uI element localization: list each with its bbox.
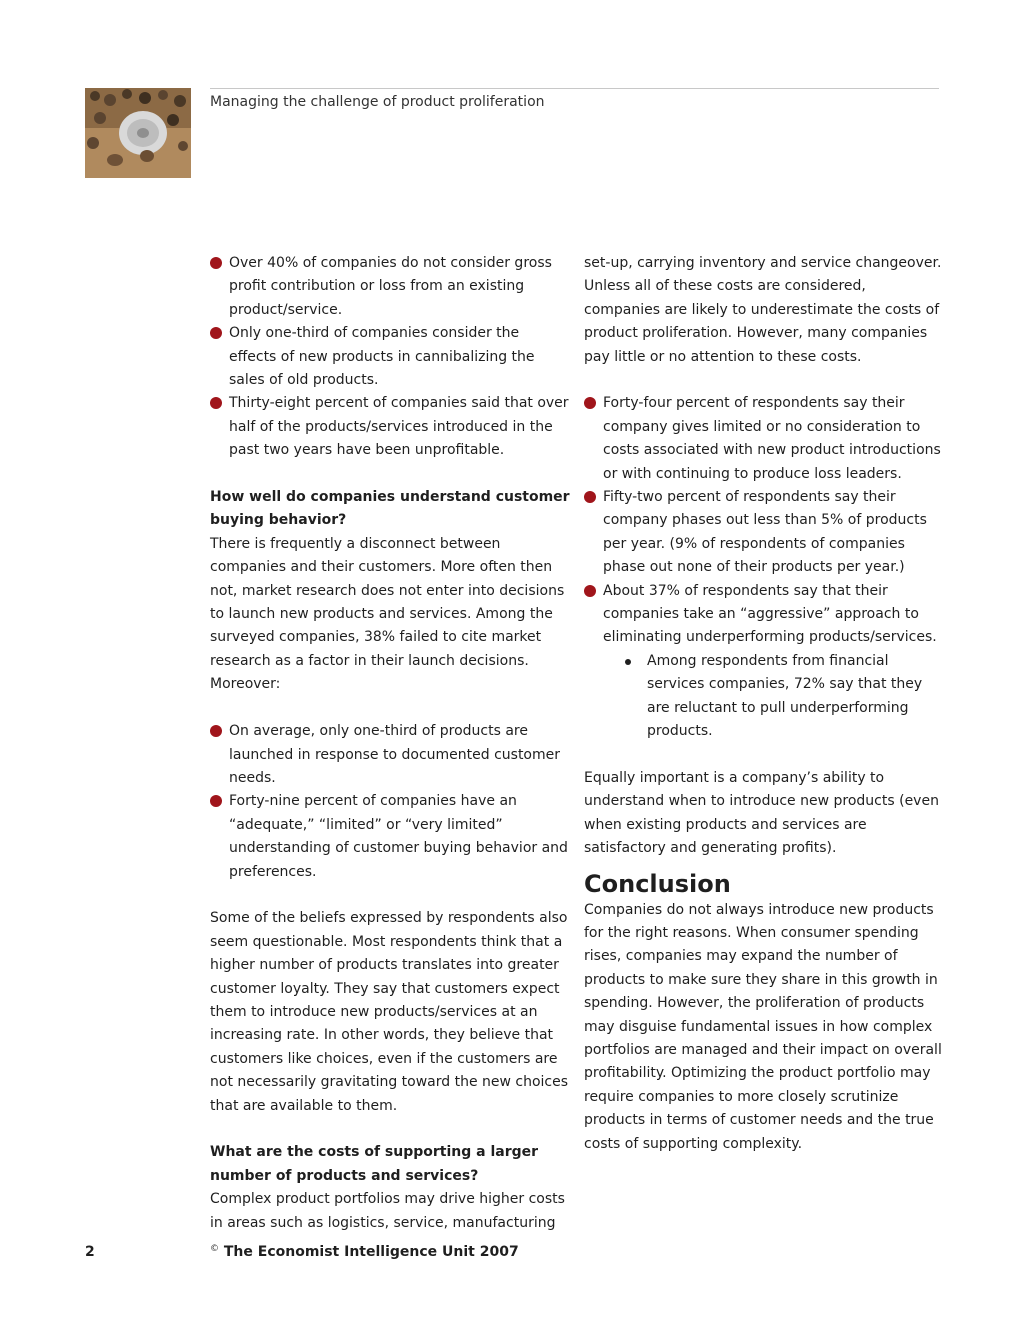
list-item: Only one-third of companies consider the effects of new products in cannibalizing the sales of old products. [210,322,570,392]
running-header: Managing the challenge of product proliferation [210,94,545,110]
header-thumbnail-image [85,88,191,178]
body-paragraph: There is frequently a disconnect between companies and their customers. More often then not, market research does not enter into decisions to launch new products and services. Among the surveyed companies, 38% failed to cite market research as a factor in their launch decisions. Moreover: [210,535,565,693]
section-heading: How well do companies understand customer buying behavior? [210,489,570,529]
list-item: Forty-four percent of respondents say their company gives limited or no consideration to costs associated with new product introductions or with continuing to produce loss leaders. [584,392,944,486]
header-rule [210,88,939,89]
sub-bullet-list [584,650,944,744]
list-item: Fifty-two percent of respondents say their company phases out less than 5% of products per year. (9% of respondents of companies phase out none of their products per year.) [584,486,944,580]
list-item: Forty-nine percent of companies have an “adequate,” “limited” or “very limited” understanding of customer buying behavior and preferences. [210,790,570,884]
bullet-dot-icon [584,585,596,597]
copyright-symbol: © [210,1244,219,1254]
bullet-dot-icon [210,725,222,737]
page-number: 2 [85,1244,95,1260]
conclusion-heading: Conclusion [584,869,731,898]
footer-copyright [210,1244,519,1260]
list-item: About 37% of respondents say that their companies take an “aggressive” approach to eliminating underperforming products/services. [584,580,944,650]
list-item: Among respondents from financial services companies, 72% say that they are reluctant to pull underperforming products. [584,650,944,744]
left-column [210,252,570,1235]
bullet-dot-icon [584,397,596,409]
bullet-list [210,720,570,884]
bullet-dot-icon [210,257,222,269]
bullet-dot-icon [584,491,596,503]
list-item: Thirty-eight percent of companies said that over half of the products/services introduced in the past two years have been unprofitable. [210,392,570,462]
section-heading: What are the costs of supporting a larger number of products and services? [210,1144,539,1184]
bullet-dot-icon [210,397,222,409]
body-paragraph: Companies do not always introduce new products for the right reasons. When consumer spending rises, companies may expand the number of products to make sure they share in this growth in spending. However, the proliferation of products may disguise fundamental issues in how complex portfolios are managed and their impact on overall profitability. Optimizing the product portfolio may require companies to more closely scrutinize products in terms of customer needs and the true costs of supporting complexity. [584,901,942,1152]
body-paragraph: Some of the beliefs expressed by respondents also seem questionable. Most respondents think that a higher number of products translates into greater customer loyalty. They say that customers expect them to introduce new products/services at an increasing rate. In other words, they believe that customers like choices, even if the customers are not necessarily gravitating toward the new choices that are available to them. [210,910,569,1114]
sub-bullet-dot-icon [625,659,631,665]
publisher-name: The Economist Intelligence Unit 2007 [219,1244,519,1260]
body-paragraph: Equally important is a company’s ability to understand when to introduce new products (even when existing products and services are satisfactory and generating profits). [584,769,939,857]
list-item: On average, only one-third of products are launched in response to documented customer needs. [210,720,570,790]
bullet-dot-icon [210,795,222,807]
bullet-list [584,392,944,649]
body-paragraph: Complex product portfolios may drive higher costs in areas such as logistics, service, manufacturing [210,1191,565,1231]
bullet-list [210,252,570,463]
bullet-dot-icon [210,327,222,339]
body-paragraph: set-up, carrying inventory and service changeover. Unless all of these costs are considered, companies are likely to underestimate the costs of product proliferation. However, many companies pay little or no attention to these costs. [584,255,942,365]
right-column [584,252,944,1156]
list-item: Over 40% of companies do not consider gross profit contribution or loss from an existing product/service. [210,252,570,322]
